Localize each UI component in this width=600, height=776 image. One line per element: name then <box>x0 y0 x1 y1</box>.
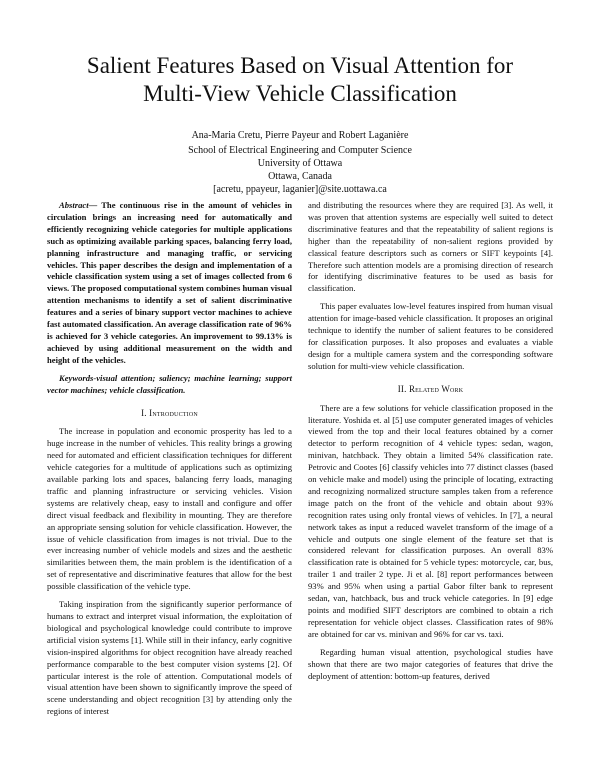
intro-paragraph-3: and distributing the resources where they are required [3]. As well, it was proven that attention systems are especially well suited to detect discriminative features and that the repeatability of salient regions is higher than the repeatability of non-salient regions provided by classical feature descriptors such as corners or SIFT keypoints [4]. Therefore such attention models are a promising direction of research for identifying discriminative features to be used as basis for classification. <box>308 200 553 294</box>
author-email: [acretu, ppayeur, laganier]@site.uottawa.ca <box>213 184 387 195</box>
intro-paragraph-1: The increase in population and economic prosperity has led to a huge increase in the number of vehicles. This reality brings a growing need for automated and efficient classification techniques for different vehicle categories for a multitude of applications such as optimizing available parking lots and spaces, balancing ferry loads, managing traffic and planning infrastructure or servicing vehicles. Vision systems are relatively cheap, easy to install and configure and offer direct visual feedback and flexibility in mounting. They are therefore an appropriate sensing solution for vehicle classification. However, the issue of vehicle classification from images is not trivial. Due to the ever increasing number of vehicle models and sizes and the aesthetic similarities between them, the main problem is the identification of a set of representative and discriminative features that allow for the best possible classification of the vehicle type. <box>47 426 292 592</box>
title-line-1: Salient Features Based on Visual Attention for <box>86 53 514 78</box>
right-column <box>308 200 553 682</box>
author-location: Ottawa, Canada <box>268 171 332 182</box>
title-line-2: Multi-View Vehicle Classification <box>143 81 457 106</box>
section-heading-related-work: II. Related Work <box>397 383 464 394</box>
paper-title <box>40 52 560 108</box>
author-affiliation: School of Electrical Engineering and Computer Science <box>188 145 412 156</box>
related-paragraph-2: Regarding human visual attention, psychological studies have shown that there are two major categories of features that drive the deployment of attention: bottom-up features, derived <box>308 646 553 681</box>
author-names: Ana-Maria Cretu, Pierre Payeur and Robert Laganière <box>191 130 409 141</box>
author-block <box>60 129 540 196</box>
left-column <box>47 200 292 718</box>
keywords: Keywords-visual attention; saliency; machine learning; support vector machines; vehicle classification. <box>47 372 292 395</box>
intro-paragraph-4: This paper evaluates low-level features inspired from human visual attention for image-based vehicle classification. It proposes an original technique to identify the number of salient features to be considered for classification purposes. It also proposes and evaluates a viable design for a multiple camera system and the corresponding software solution for multi-view vehicle classification. <box>308 301 553 371</box>
related-paragraph-1: There are a few solutions for vehicle classification proposed in the literature. Yoshida et. al [5] use computer generated images of vehicles viewed from the top and their local features obtained by a corner detector to perform recognition of 4 vehicle types: sedan, wagon, minivan, hatchback. They obtain a limited 54% classification rate. Petrovic and Cootes [6] classify vehicles into 77 distinct classes (based on vehicle make and model) using the principle of locating, extracting and recognizing normalized structure samples taken from a reference image patch on the front of the vehicle and obtain about 93% recognition rates using only frontal views of vehicles. In [7], a neural network takes as input a reduced wavelet transform of the image of a vehicle and outputs one single element of the feature set that is considered relevant for classification purposes. An overall 83% classification rate is obtained for 5 vehicle types: motorcycle, car, bus, trailer 1 and trailer 2 type. Ji et al. [8] report performances between 93% and 95% when using a partial Gabor filter bank to represent sedan, van, hatchback, bus and truck vehicle categories. In [9] edge points and modified SIFT descriptors are combined to obtain a rich representation for vehicle object classes. Classification rates of 98% are obtained for car vs. minivan and 96% for car vs. taxi. <box>308 402 553 639</box>
abstract-label: Abstract— <box>59 200 98 210</box>
section-heading-introduction: I. Introduction <box>141 407 198 418</box>
author-university: University of Ottawa <box>257 158 343 169</box>
abstract <box>47 200 292 367</box>
abstract-text: The continuous rise in the amount of vehicles in circulation brings an increasing need for automatically and efficiently recognizing vehicle categories for multiple applications such as optimizing available parking spaces, balancing ferry load, planning infrastructure and managing traffic, or servicing vehicles. This paper describes the design and implementation of a vehicle classification system using a set of images collected from 6 views. The proposed computational system combines human visual attention mechanisms to identify a set of salient discriminative features and a series of binary support vector machines to achieve fast automated classification. An average classification rate of 96% is achieved for 3 vehicle categories. An improvement to 99.13% is achieved by using additional measurement on the width and height of the vehicles. <box>47 200 292 365</box>
intro-paragraph-2: Taking inspiration from the significantly superior performance of humans to extract and interpret visual information, the exploitation of biological and psychological knowledge could contribute to improve artificial vision systems [1]. While still in their infancy, early cognitive vision-inspired algorithms for object recognition have already reached performance comparable to the best computer vision systems [2]. Of particular interest is the role of attention. Computational models of visual attention have been shown to significantly improve the speed of scene understanding and object recognition [3] by attending only the regions of interest <box>47 599 292 717</box>
